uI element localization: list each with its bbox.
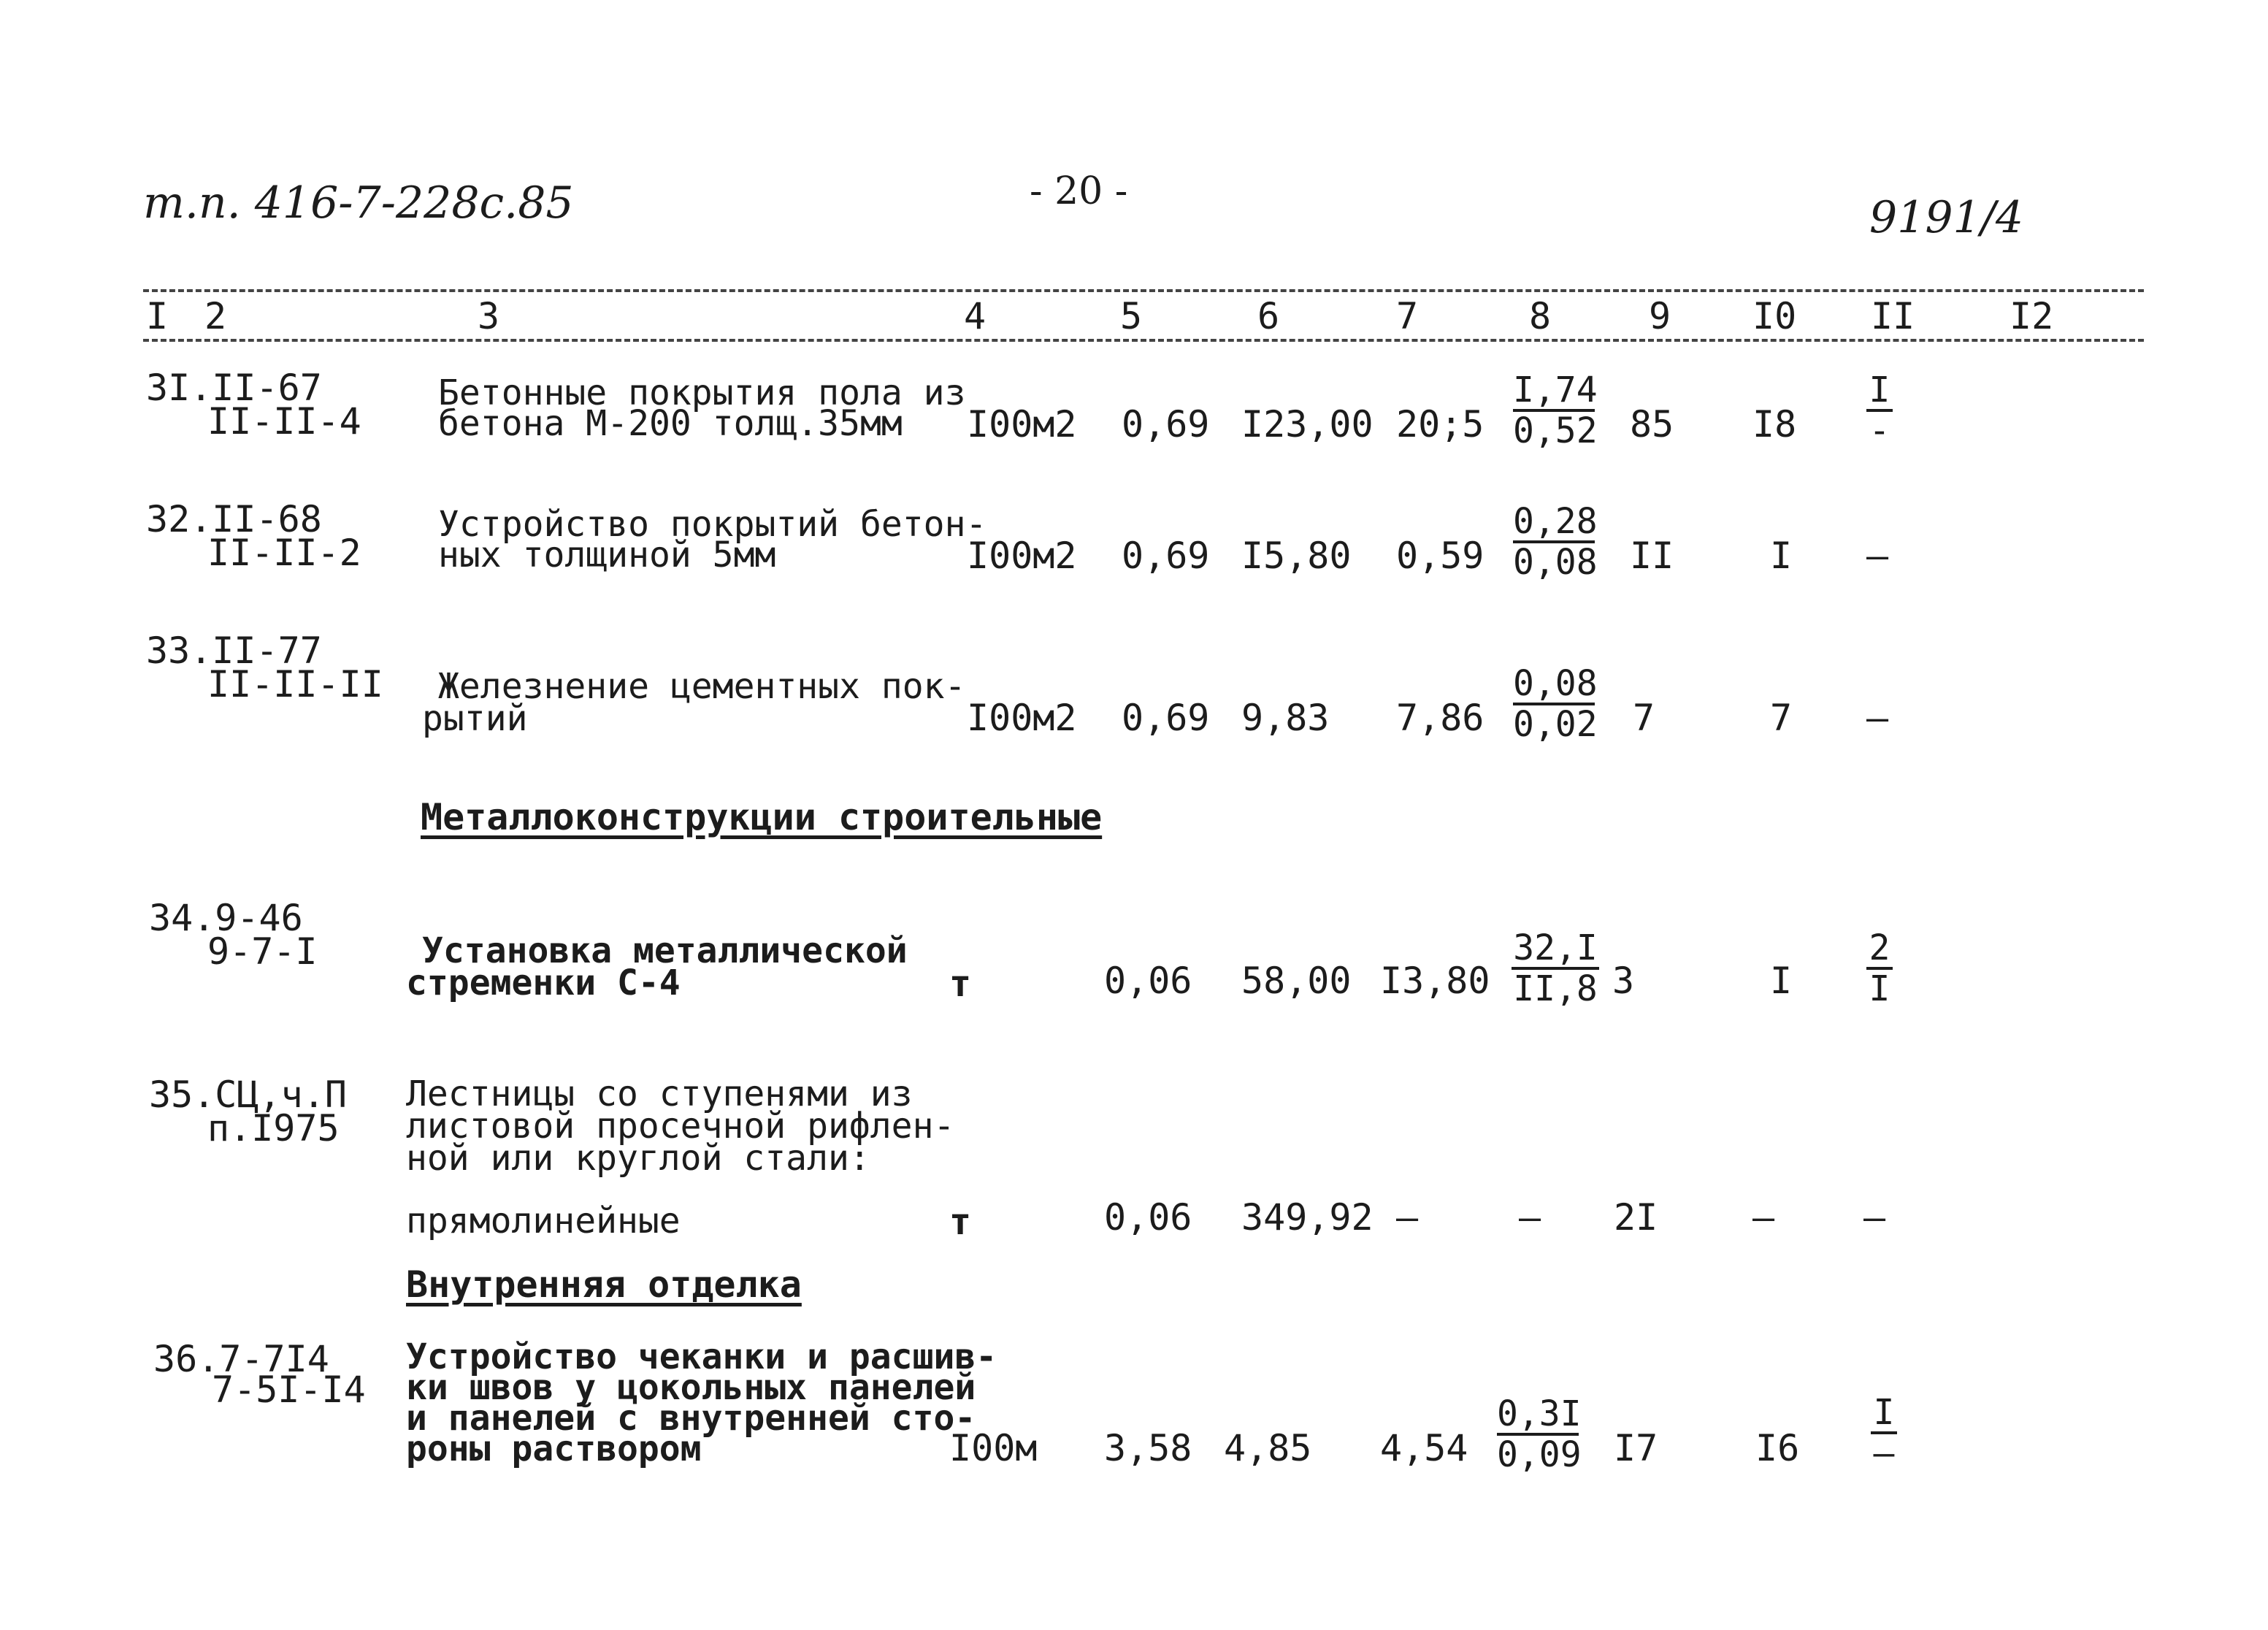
row-desc-line: ных толщиной 5мм	[438, 535, 776, 575]
row-col8: –	[1519, 1196, 1541, 1239]
section-heading: Внутренняя отделка	[406, 1263, 802, 1306]
row-col11-fraction	[1866, 927, 1893, 1009]
row-ref: 7-5I-I4	[212, 1369, 366, 1411]
row-desc-line: Устройство чеканки и расшив-	[406, 1336, 997, 1377]
row-unit: I00м2	[967, 403, 1077, 445]
row-number-ref: 34.9-46	[149, 897, 303, 939]
row-number-ref: 3I.II-67	[146, 367, 322, 409]
row-price: 349,92	[1241, 1196, 1374, 1239]
col-head-3: 3	[478, 295, 500, 337]
row-col10: I8	[1752, 403, 1797, 445]
row-ref: 9-7-I	[207, 930, 318, 973]
fraction-denominator: –	[1873, 1433, 1895, 1474]
row-desc-line: бетона М-200 толщ.35мм	[438, 403, 903, 444]
row-col11-fraction	[1866, 370, 1893, 451]
row-qty: 0,06	[1104, 960, 1192, 1002]
row-col10: I	[1770, 535, 1793, 577]
col-head-12: I2	[2010, 295, 2054, 337]
fraction-numerator: I	[1866, 372, 1893, 412]
row-price: I5,80	[1241, 535, 1352, 577]
row-col8-fraction	[1513, 501, 1598, 583]
row-ref: II-II-4	[207, 400, 361, 443]
row-number-ref: 32.II-68	[146, 498, 322, 540]
row-desc-line: рытий	[422, 698, 528, 739]
fraction-denominator: -	[1869, 410, 1890, 451]
page-number: - 20 -	[1030, 169, 1128, 213]
row-qty: 0,06	[1104, 1196, 1192, 1239]
row-price: 58,00	[1241, 960, 1352, 1002]
row-price: I23,00	[1241, 403, 1374, 445]
row-desc-line: Бетонные покрытия пола из	[438, 372, 966, 413]
row-col9: 85	[1630, 403, 1674, 445]
row-col10: I	[1770, 960, 1793, 1002]
row-number-ref: 35.СЦ,ч.П	[149, 1074, 347, 1116]
fraction-numerator: I,74	[1513, 370, 1598, 410]
row-col9: 3	[1612, 960, 1635, 1002]
row-unit: I00м	[949, 1427, 1038, 1469]
col-head-4: 4	[964, 295, 986, 337]
row-col9: I7	[1614, 1427, 1658, 1469]
row-col9: 7	[1633, 697, 1655, 739]
row-desc-line: роны раствором	[406, 1428, 702, 1469]
header-rule-top	[143, 289, 2144, 292]
row-desc-line: ной или круглой стали:	[406, 1138, 870, 1179]
row-number-ref: 33.II-77	[146, 630, 322, 672]
row-price: 9,83	[1241, 697, 1330, 739]
fraction-denominator: 0,08	[1513, 542, 1598, 583]
row-unit: I00м2	[967, 697, 1077, 739]
row-ref: II-II-II	[207, 663, 383, 705]
row-number-ref: 36.7-7I4	[153, 1338, 329, 1380]
col-head-7: 7	[1396, 295, 1419, 337]
col-head-2: 2	[204, 295, 227, 337]
row-col8-fraction	[1513, 370, 1598, 451]
row-desc-line: Устройство покрытий бетон-	[438, 504, 987, 545]
archive-number: 9191/4	[1869, 192, 2024, 243]
row-col9: 2I	[1614, 1196, 1658, 1239]
row-qty: 3,58	[1104, 1427, 1192, 1469]
row-col11-fraction	[1871, 1392, 1897, 1474]
row-col10: 7	[1770, 697, 1793, 739]
row-qty: 0,69	[1122, 403, 1210, 445]
col-head-6: 6	[1257, 295, 1280, 337]
row-desc-line: Железнение цементных пок-	[438, 666, 966, 707]
doc-code: т.п. 416-7-228с.85	[143, 177, 574, 229]
col-head-9: 9	[1649, 295, 1671, 337]
header-rule-bottom	[143, 339, 2144, 342]
row-col7: 20;5	[1396, 403, 1484, 445]
row-col11: –	[1863, 1196, 1886, 1239]
row-col7: 7,86	[1396, 697, 1484, 739]
row-ref: II-II-2	[207, 532, 361, 574]
col-head-8: 8	[1529, 295, 1552, 337]
fraction-numerator: 32,I	[1512, 930, 1599, 970]
row-unit: т	[949, 1201, 972, 1243]
row-col7: 0,59	[1396, 535, 1484, 577]
row-desc-line: и панелей с внутренней сто-	[406, 1398, 976, 1439]
row-desc-line: Установка металлической	[422, 930, 908, 971]
row-ref: п.I975	[207, 1107, 340, 1149]
row-desc-line: ки швов у цокольных панелей	[406, 1367, 976, 1408]
row-col7: I3,80	[1380, 960, 1490, 1002]
fraction-numerator: I	[1871, 1395, 1897, 1434]
fraction-denominator: I	[1869, 968, 1890, 1009]
fraction-denominator: II,8	[1513, 968, 1598, 1009]
row-desc-line: листовой просечной рифлен-	[406, 1106, 955, 1147]
fraction-numerator: 0,28	[1513, 501, 1598, 542]
col-head-1: I	[146, 295, 169, 337]
row-col7: –	[1396, 1196, 1419, 1239]
row-col11: –	[1866, 697, 1889, 739]
row-sub-desc: прямолинейные	[406, 1201, 681, 1241]
fraction-denominator: 0,02	[1513, 704, 1598, 745]
fraction-numerator: 0,08	[1513, 663, 1598, 704]
row-qty: 0,69	[1122, 535, 1210, 577]
col-head-10: I0	[1752, 295, 1797, 337]
row-unit: т	[949, 963, 972, 1005]
col-head-5: 5	[1120, 295, 1143, 337]
row-col9: II	[1630, 535, 1674, 577]
row-col10: I6	[1755, 1427, 1800, 1469]
row-desc-line: Лестницы со ступенями из	[406, 1074, 913, 1114]
fraction-denominator: 0,52	[1513, 410, 1598, 451]
row-unit: I00м2	[967, 535, 1077, 577]
row-col10: –	[1752, 1196, 1775, 1239]
fraction-numerator: 0,3I	[1497, 1393, 1582, 1434]
row-col8-fraction	[1512, 927, 1599, 1009]
col-head-11: II	[1871, 295, 1915, 337]
row-col8-fraction	[1497, 1393, 1582, 1475]
section-heading: Металлоконструкции строительные	[421, 796, 1103, 838]
row-col7: 4,54	[1380, 1427, 1468, 1469]
fraction-numerator: 2	[1866, 930, 1893, 970]
row-qty: 0,69	[1122, 697, 1210, 739]
fraction-denominator: 0,09	[1497, 1434, 1582, 1475]
row-desc-line: стременки С-4	[406, 963, 681, 1003]
row-price: 4,85	[1224, 1427, 1312, 1469]
row-col8-fraction	[1513, 663, 1598, 745]
row-col11: –	[1866, 535, 1889, 577]
